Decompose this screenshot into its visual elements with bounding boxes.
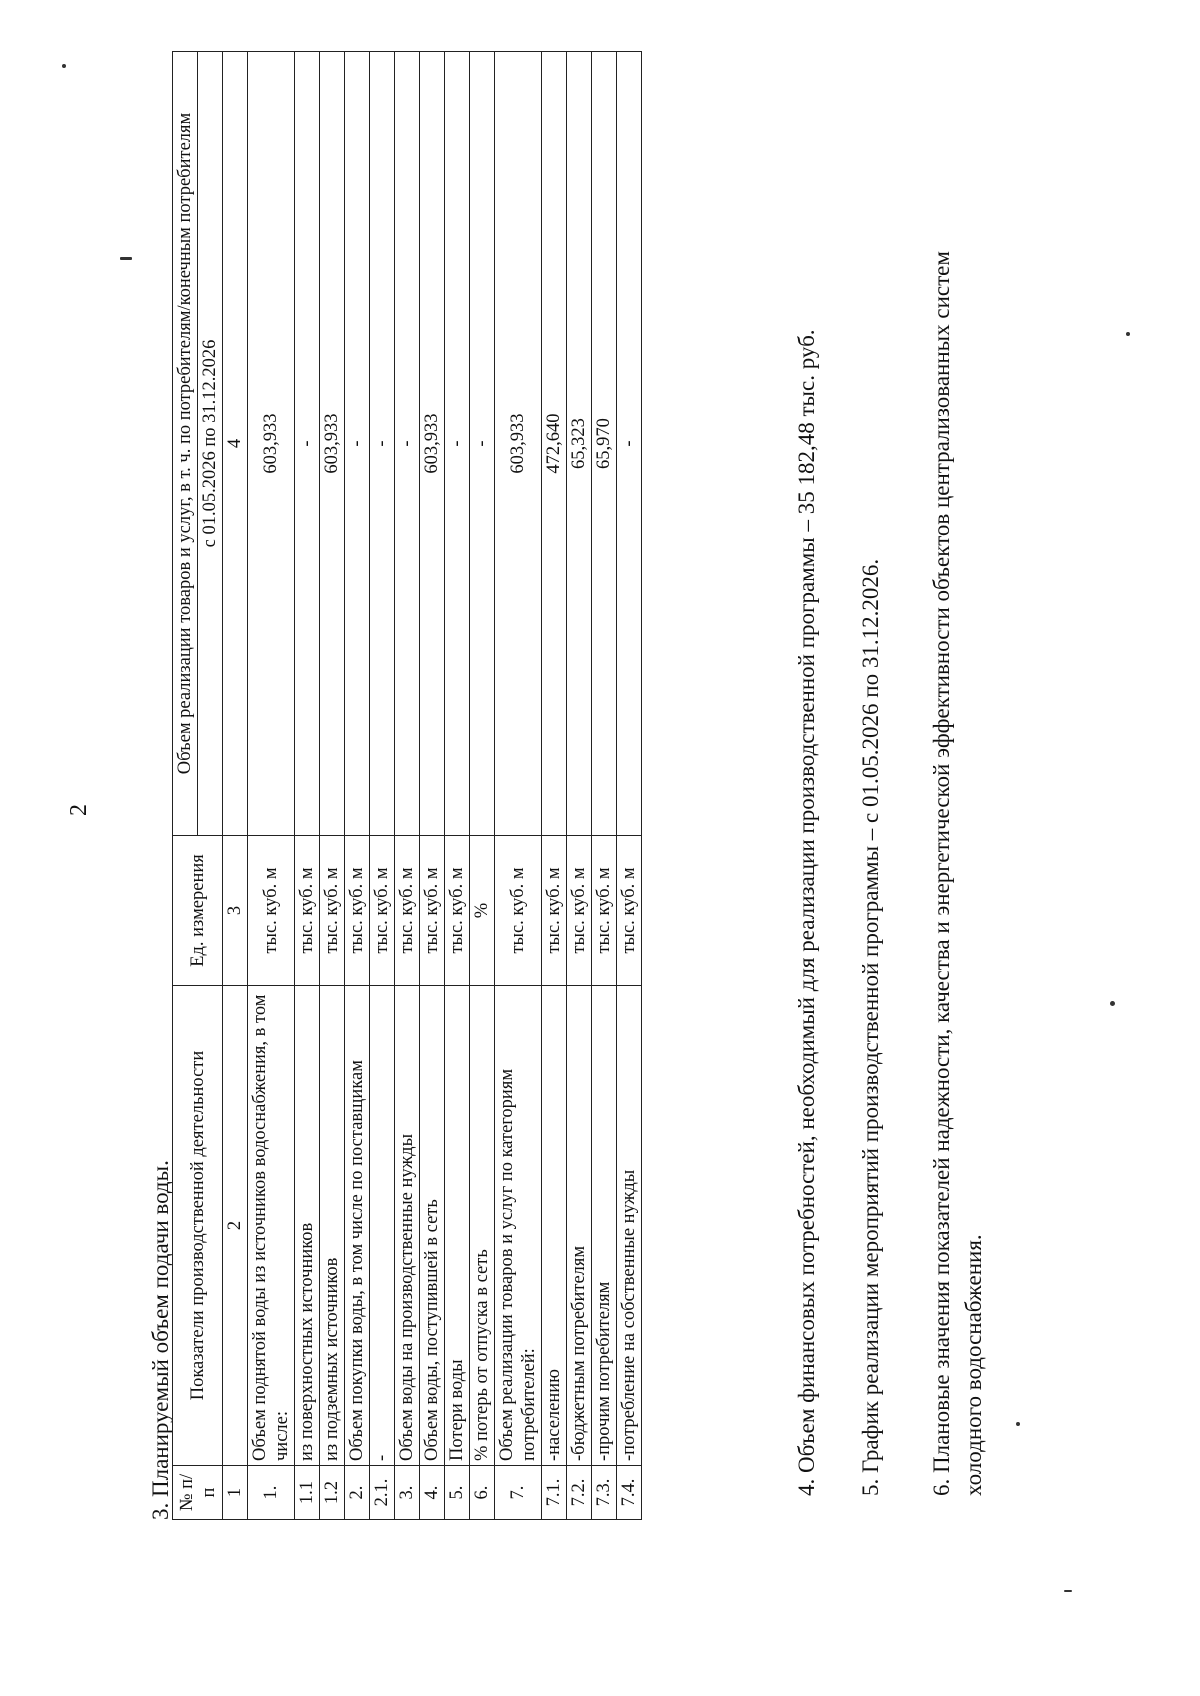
table-row [420,52,445,1520]
column-number: 1 [223,1466,248,1520]
row-indicator: из подземных источников [320,986,345,1466]
table-row [592,52,617,1520]
row-unit: тыс. куб. м [345,836,370,986]
row-indicator: Потери воды [445,986,470,1466]
row-value: 603,933 [248,52,295,836]
row-number: 7.3. [592,1466,617,1520]
row-indicator: -населению [542,986,567,1466]
row-value: - [617,52,642,836]
row-value: 472,640 [542,52,567,836]
row-unit: тыс. куб. м [248,836,295,986]
table-row [248,52,295,1520]
row-number: 7.2. [567,1466,592,1520]
row-number: 6. [470,1466,495,1520]
row-value: - [370,52,395,836]
row-value: - [395,52,420,836]
row-indicator: Объем покупки воды, в том числе по поставщикам [345,986,370,1466]
header-indicators: Показатели производственной деятельности [173,986,223,1466]
table-row [295,52,320,1520]
row-number: 1.1 [295,1466,320,1520]
row-indicator: Объем воды, поступившей в сеть [420,986,445,1466]
table-row [542,52,567,1520]
section-3-heading: 3. Планируемый объем подачи воды. [148,1160,173,1520]
table-header-row [173,52,198,1520]
row-indicator: Объем поднятой воды из источников водоснабжения, в том числе: [248,986,295,1466]
section-5-text: 5. График реализации мероприятий производственной программы – с 01.05.2026 по 31.12.2026. [858,558,883,1496]
scan-speck [1110,1001,1115,1006]
row-unit: тыс. куб. м [395,836,420,986]
row-value: - [345,52,370,836]
row-number: 1.2 [320,1466,345,1520]
row-unit: тыс. куб. м [592,836,617,986]
row-value: 65,323 [567,52,592,836]
header-unit: Ед. измерения [173,836,223,986]
row-unit: % [470,836,495,986]
table-row [495,52,542,1520]
table-column-numbers-row [223,52,248,1520]
column-number: 3 [223,836,248,986]
scan-speck [1016,1422,1020,1426]
page-number: 2 [66,804,92,816]
row-indicator: - [370,986,395,1466]
row-unit: тыс. куб. м [542,836,567,986]
row-number: 7. [495,1466,542,1520]
row-unit: тыс. куб. м [567,836,592,986]
header-number: № п/п [173,1466,223,1520]
row-unit: тыс. куб. м [320,836,345,986]
scan-speck [120,257,132,260]
table-row [470,52,495,1520]
water-supply-table [172,51,642,1520]
row-number: 2. [345,1466,370,1520]
row-unit: тыс. куб. м [495,836,542,986]
row-value: 603,933 [420,52,445,836]
row-number: 7.4. [617,1466,642,1520]
row-number: 5. [445,1466,470,1520]
section-6-text: 6. Плановые значения показателей надежности, качества и энергетической эффективности объектов централизованных систем холодного водоснабжения. [929,251,986,1496]
section-4-text: 4. Объем финансовых потребностей, необходимый для реализации производственной программы – 35 182,48 тыс. руб. [794,329,819,1496]
scan-speck [62,64,66,68]
row-number: 1. [248,1466,295,1520]
row-unit: тыс. куб. м [295,836,320,986]
header-period: с 01.05.2026 по 31.12.2026 [198,52,223,836]
column-number: 2 [223,986,248,1466]
row-value: - [295,52,320,836]
table-row [370,52,395,1520]
row-unit: тыс. куб. м [445,836,470,986]
column-number: 4 [223,52,248,836]
table-row [445,52,470,1520]
row-value: 603,933 [495,52,542,836]
table-row [320,52,345,1520]
row-indicator: -бюджетным потребителям [567,986,592,1466]
row-value: 65,970 [592,52,617,836]
row-number: 2.1. [370,1466,395,1520]
table-row [345,52,370,1520]
row-value: - [470,52,495,836]
row-indicator: Объем воды на производственные нужды [395,986,420,1466]
row-indicator: -потребление на собственные нужды [617,986,642,1466]
table-row [395,52,420,1520]
scan-speck [1126,332,1130,336]
scan-speck [1064,1590,1072,1592]
header-volume: Объем реализации товаров и услуг, в т. ч. по потребителям/конечным потребителям [173,52,198,836]
row-unit: тыс. куб. м [617,836,642,986]
row-indicator: -прочим потребителям [592,986,617,1466]
row-value: - [445,52,470,836]
table-row [617,52,642,1520]
row-unit: тыс. куб. м [370,836,395,986]
row-indicator: % потерь от отпуска в сеть [470,986,495,1466]
row-unit: тыс. куб. м [420,836,445,986]
row-indicator: Объем реализации товаров и услуг по категориям потребителей: [495,986,542,1466]
row-number: 4. [420,1466,445,1520]
row-number: 7.1. [542,1466,567,1520]
table-row [567,52,592,1520]
row-indicator: из поверхностных источников [295,986,320,1466]
row-number: 3. [395,1466,420,1520]
row-value: 603,933 [320,52,345,836]
